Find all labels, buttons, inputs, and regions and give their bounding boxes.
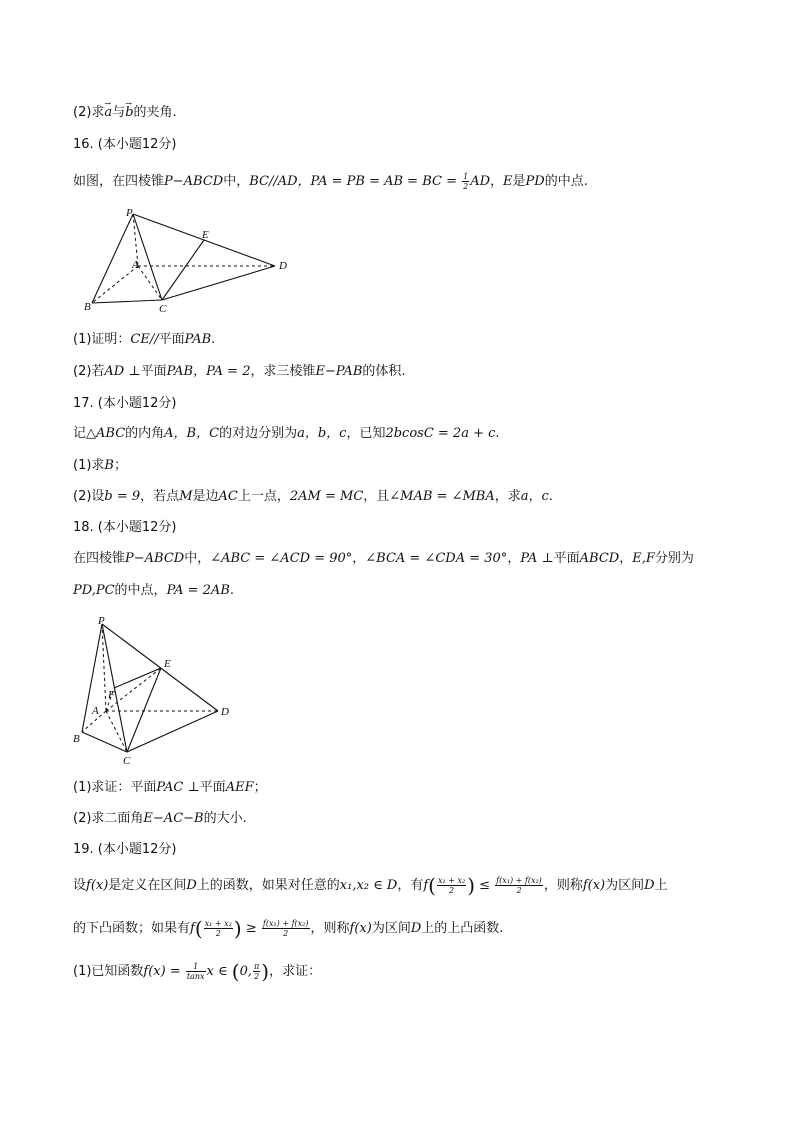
label-P: P bbox=[126, 207, 133, 219]
label-F: F bbox=[108, 689, 115, 701]
q16-part1: (1)证明：CE//平面PAB. bbox=[73, 332, 216, 347]
q18-stem-line1: 在四棱锥P−ABCD中，∠ABC = ∠ACD = 90°，∠BCA = ∠CDA = 30°，PA ⊥平面ABCD，E,F分别为 bbox=[73, 551, 694, 566]
label-D: D bbox=[221, 706, 229, 718]
edge-PB bbox=[92, 214, 133, 303]
edge-AC bbox=[138, 266, 162, 300]
label-E: E bbox=[202, 229, 209, 241]
label-A: A bbox=[92, 705, 99, 717]
edge-AC bbox=[106, 711, 127, 752]
q18-header: 18. (本小题12分) bbox=[73, 520, 177, 535]
edge-CD bbox=[162, 266, 275, 300]
label-C: C bbox=[123, 755, 131, 767]
q17-part2: (2)设b = 9，若点M是边AC上一点，2AM = MC，且∠MAB = ∠MBA，求a，c. bbox=[73, 489, 553, 504]
label-B: B bbox=[84, 301, 91, 313]
label-B: B bbox=[73, 733, 80, 745]
q19-definition-line2: 的下凸函数；如果有f( $\frac{\text{x₁ + x₂}}{2}$ ) ≥ $\frac{\text{f(x₁) + f(x₂)}}{2}$ ，则称f(x)为区间D上的上凸函数. bbox=[73, 916, 504, 941]
q19-definition-line1: 设f(x)是定义在区间D上的函数，如果对任意的x₁,x₂ ∈ D，有f( $\frac{\text{x₁ + x₂}}{2}$ ) ≤ $\frac{\text{f(x₁) + f(x₂)}}{2}$ ，则称f(x)为区间D上 bbox=[73, 873, 668, 898]
q16-header: 16. (本小题12分) bbox=[73, 137, 177, 152]
vector-b: → b bbox=[125, 104, 133, 122]
edge-AB bbox=[92, 266, 138, 303]
label-D: D bbox=[279, 260, 287, 272]
label-P: P bbox=[98, 615, 105, 627]
q19-part1: (1)已知函数f(x) = $\frac{1}{\tan x}$ x ∈ (0, $\frac{\pi}{2}$ )，求证： bbox=[73, 959, 322, 984]
edge-BC bbox=[92, 300, 162, 303]
q16-stem: 如图，在四棱锥P−ABCD中，BC//AD，PA = PB = AB = BC = $\frac{1}{2}$ AD，E是PD的中点. bbox=[73, 172, 588, 191]
q19-header: 19. (本小题12分) bbox=[73, 842, 177, 857]
q17-part1: (1)求B； bbox=[73, 458, 127, 473]
q17-header: 17. (本小题12分) bbox=[73, 396, 177, 411]
vector-a: → a bbox=[104, 104, 112, 122]
label-C: C bbox=[159, 303, 167, 315]
q15-part2: (2)求→ a与→ b的夹角. bbox=[73, 104, 177, 122]
q16-pyramid-figure bbox=[80, 205, 300, 320]
edge-CE bbox=[162, 240, 204, 300]
q18-part1: (1)求证：平面PAC ⊥平面AEF； bbox=[73, 780, 267, 795]
q18-pyramid-figure bbox=[70, 612, 240, 770]
edge-BC bbox=[82, 732, 127, 752]
q16-part2: (2)若AD ⊥平面PAB，PA = 2，求三棱锥E−PAB的体积. bbox=[73, 364, 406, 379]
q18-stem-line2: PD,PC的中点，PA = 2AB. bbox=[73, 583, 235, 598]
q18-part2: (2)求二面角E−AC−B的大小. bbox=[73, 811, 247, 826]
fraction-one-half: $\frac{1}{2}$ bbox=[463, 172, 469, 191]
label-A: A bbox=[132, 259, 139, 271]
edge-PD bbox=[102, 624, 218, 711]
label-E: E bbox=[164, 658, 171, 670]
q17-stem: 记△ABC的内角A，B，C的对边分别为a，b，c，已知2bcosC = 2a + c. bbox=[73, 426, 500, 441]
